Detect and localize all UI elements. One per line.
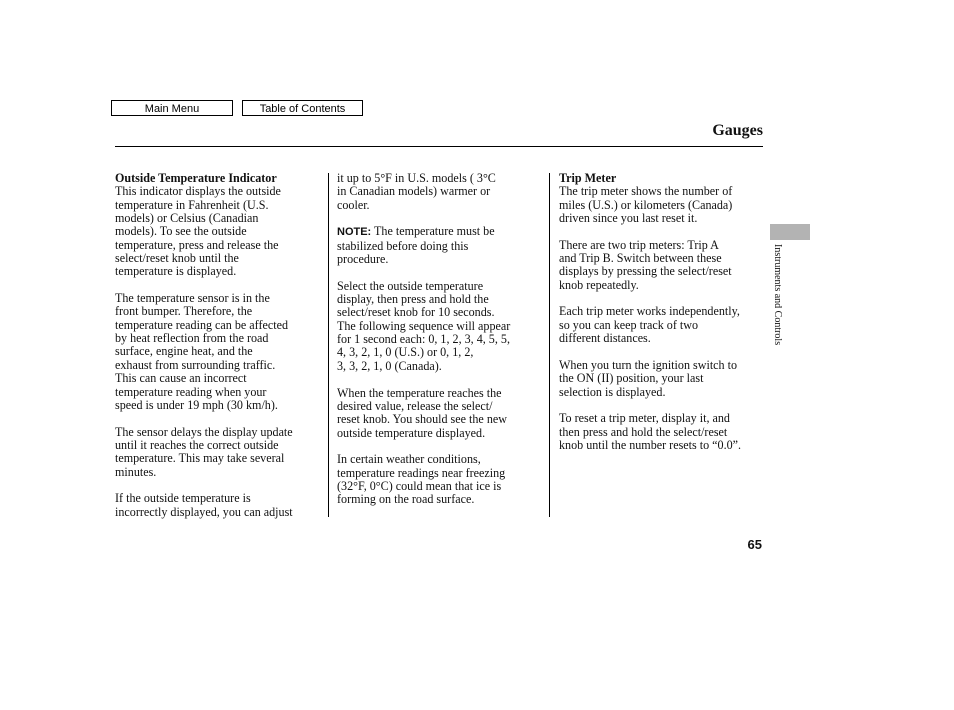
note-text: The temperature must be stabilized before doing this procedure. <box>337 224 495 267</box>
column-trip-meter <box>559 172 769 452</box>
paragraph: This indicator displays the outside temperature in Fahrenheit (U.S. models) or Celsius (Canadian models). To see the outside temperature, press and release the select/reset knob until the temperature is displayed. <box>115 184 281 279</box>
column-divider <box>549 173 550 517</box>
paragraph: To reset a trip meter, display it, and then press and hold the select/reset knob until the number resets to “0.0”. <box>559 411 742 452</box>
paragraph: Select the outside temperature display, then press and hold the select/reset knob for 10 seconds. The following sequence will appear for 1 second each: 0, 1, 2, 3, 4, 5, 5, 4, 3, 2, 1, 0 (U.S.) or 0, 1, 2, 3, 3, 2, 1, 0 (Canada). <box>337 278 511 373</box>
section-tab-marker <box>770 224 810 240</box>
column-outside-temperature <box>115 172 325 519</box>
header-divider <box>115 146 763 147</box>
page-title: Gauges <box>712 122 763 139</box>
section-heading-outside-temperature: Outside Temperature Indicator <box>115 171 277 185</box>
page-number: 65 <box>747 537 762 552</box>
column-temperature-adjust <box>337 172 545 507</box>
paragraph: There are two trip meters: Trip A and Trip B. Switch between these displays by pressing the select/reset knob repeatedly. <box>559 237 732 292</box>
paragraph: When the temperature reaches the desired value, release the select/ reset knob. You should see the new outside temperature displayed. <box>337 385 507 440</box>
paragraph: When you turn the ignition switch to the ON (II) position, your last selection is displayed. <box>559 357 738 399</box>
paragraph: it up to 5°F in U.S. models ( 3°C in Canadian models) warmer or cooler. <box>337 171 496 212</box>
main-menu-button[interactable]: Main Menu <box>111 100 233 116</box>
paragraph: Each trip meter works independently, so you can keep track of two different distances. <box>559 304 740 346</box>
section-heading-trip-meter: Trip Meter <box>559 171 617 185</box>
column-divider <box>328 173 329 517</box>
note-paragraph <box>337 225 545 266</box>
paragraph: The temperature sensor is in the front bumper. Therefore, the temperature reading can be affected by heat reflection from the road surface, engine heat, and the exhaust from surrounding traffic. This can cause an incorrect temperature reading when your speed is under 19 mph (30 km/h). <box>115 291 289 412</box>
paragraph: The sensor delays the display update until it reaches the correct outside temperature. This may take several minutes. <box>115 424 293 479</box>
note-label: NOTE: <box>337 226 372 239</box>
paragraph: In certain weather conditions, temperature readings near freezing (32°F, 0°C) could mean that ice is forming on the road surface. <box>337 452 506 507</box>
table-of-contents-button[interactable]: Table of Contents <box>242 100 363 116</box>
paragraph: The trip meter shows the number of miles (U.S.) or kilometers (Canada) driven since you last reset it. <box>559 184 733 226</box>
section-side-label: Instruments and Controls <box>772 244 783 346</box>
paragraph: If the outside temperature is incorrectly displayed, you can adjust <box>115 491 293 519</box>
